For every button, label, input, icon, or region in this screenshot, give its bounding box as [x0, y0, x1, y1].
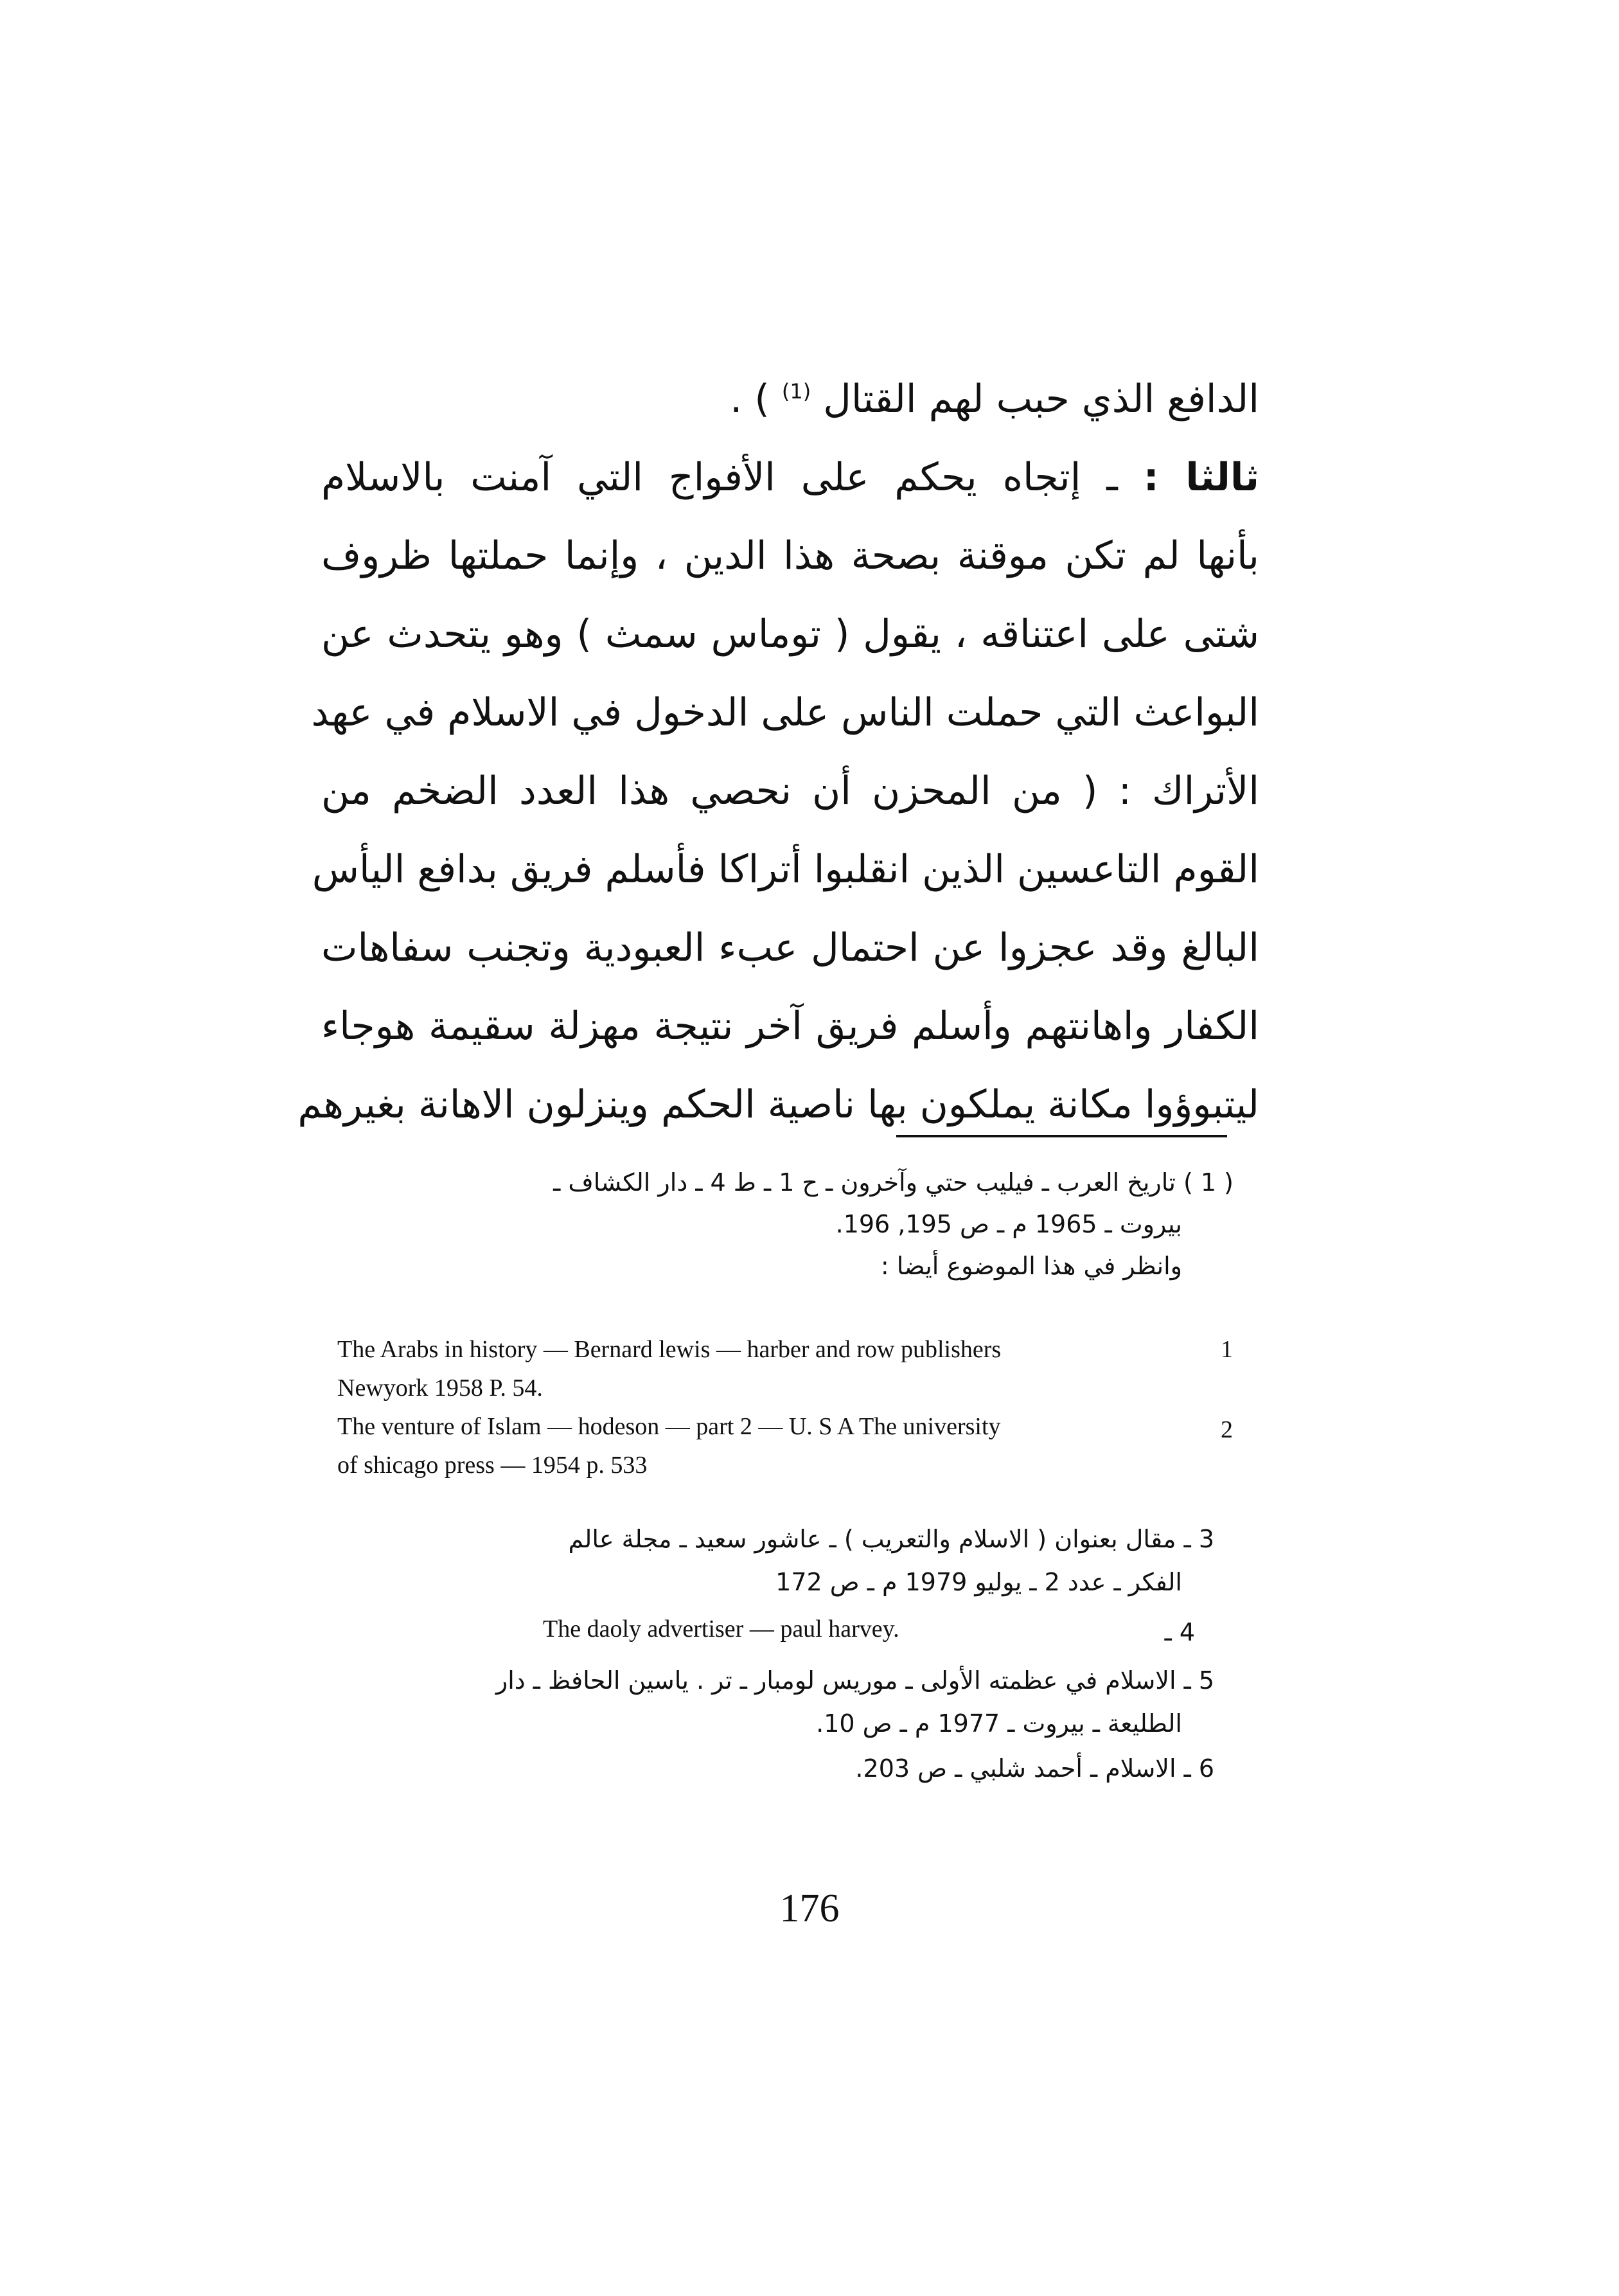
text-line-2 — [321, 438, 1259, 517]
reference-en-2-number: 2 — [1221, 1416, 1233, 1443]
text-line-5: البواعث التي حملت الناس على الدخول في الاسلام في عهد — [311, 690, 1259, 735]
footnote-3-line-2: الفكر ـ عدد 2 ـ يوليو 1979 م ـ ص 172 — [775, 1568, 1182, 1596]
line1-end: ) . — [730, 377, 770, 422]
reference-en-2-line-2: of shicago press — 1954 p. 533 — [337, 1452, 648, 1479]
footnote-1-line-2: بيروت ـ 1965 م ـ ص 195, 196. — [835, 1210, 1182, 1238]
footnote-6: 6 ـ الاسلام ـ أحمد شلبي ـ ص 203. — [855, 1754, 1214, 1783]
footnote-1-line-3: وانظر في هذا الموضوع أيضا : — [880, 1252, 1182, 1280]
footnote-marker-1: (1) — [781, 379, 811, 404]
footnote-4-number: 4 ـ — [1164, 1618, 1195, 1646]
text-line-1 — [321, 360, 1259, 438]
text-line-7: القوم التاعسين الذين انقلبوا أتراكا فأسلم فريق بدافع اليأس — [312, 847, 1259, 892]
text-line-9: الكفار واهانتهم وأسلم فريق آخر نتيجة مهزلة سقيمة هوجاء — [321, 1004, 1259, 1049]
text-line-10: ليتبوؤوا مكانة يملكون بها ناصية الحكم وينزلون الاهانة بغيرهم — [297, 1082, 1259, 1127]
footnote-5-line-2: الطليعة ـ بيروت ـ 1977 م ـ ص 10. — [816, 1709, 1182, 1738]
text-line-4: شتى على اعتناقه ، يقول ( توماس سمث ) وهو يتحدث عن — [321, 612, 1259, 657]
text-line-8: البالغ وقد عجزوا عن احتمال عبء العبودية وتجنب سفاهات — [321, 925, 1259, 970]
line1-text: الدافع الذي حبب لهم القتال — [823, 377, 1259, 422]
footnote-5-line-1: 5 ـ الاسلام في عظمته الأولى ـ موريس لومبار ـ تر . ياسين الحافظ ـ دار — [495, 1666, 1214, 1695]
footnote-1-line-1: ( 1 ) تاريخ العرب ـ فيليب حتي وآخرون ـ ح 1 ـ ط 4 ـ دار الكشاف ـ — [553, 1168, 1234, 1197]
reference-en-1-number: 1 — [1221, 1336, 1233, 1363]
text-line-6: الأتراك : ( من المحزن أن نحصي هذا العدد الضخم من — [321, 769, 1259, 814]
footnote-4-text: The daoly advertiser — paul harvey. — [543, 1615, 899, 1642]
footnote-3-line-1: 3 ـ مقال بعنوان ( الاسلام والتعريب ) ـ عاشور سعيد ـ مجلة عالم — [568, 1525, 1214, 1553]
reference-en-2-line-1: The venture of Islam — hodeson — part 2 — U. S A The university — [337, 1413, 1001, 1440]
reference-en-1-line-2: Newyork 1958 P. 54. — [337, 1375, 543, 1402]
section-heading-third: ثالثا : — [1143, 455, 1259, 500]
text-line-3: بأنها لم تكن موقنة بصحة هذا الدين ، وإنما حملتها ظروف — [321, 533, 1259, 578]
line2-text: ـ إتجاه يحكم على الأفواج التي آمنت بالاسلام — [321, 455, 1118, 500]
page-number: 176 — [779, 1887, 840, 1930]
footnote-divider — [896, 1135, 1227, 1137]
reference-en-1-line-1: The Arabs in history — Bernard lewis — harber and row publishers — [337, 1336, 1002, 1363]
main-text — [297, 360, 1259, 1144]
